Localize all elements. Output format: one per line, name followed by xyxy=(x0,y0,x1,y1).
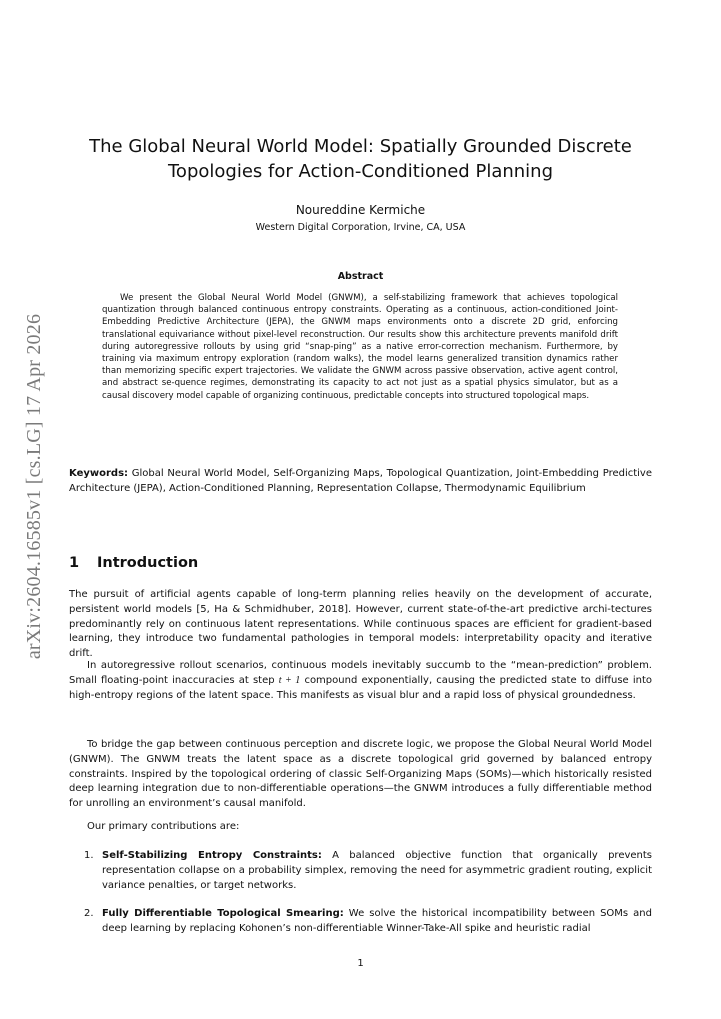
intro-paragraph-4: Our primary contributions are: xyxy=(87,821,240,832)
author-affiliation: Western Digital Corporation, Irvine, CA, USA xyxy=(255,222,466,233)
keywords-label: Keywords: xyxy=(69,468,129,479)
title-line-1: The Global Neural World Model: Spatially Grounded Discrete xyxy=(89,136,632,157)
page-number: 1 xyxy=(357,958,364,969)
contribution-heading: Self-Stabilizing Entropy Constraints: xyxy=(102,850,322,861)
para2-text-before: In autoregressive rollout scenarios, continuous models inevitably succumb to the “mean-prediction” problem. Small floating-point inaccuracies at step xyxy=(69,660,652,686)
abstract-body: We present the Global Neural World Model (GNWM), a self-stabilizing framework that achieves topological quantization through balanced continuous entropy constraints. Operating as a continuous, action-conditioned Joint-Embedding Predictive Architecture (JEPA), the GNWM maps environments onto a discrete 2D grid, enforcing translational equivariance without pixel-level reconstruction. Our results show this architecture prevents manifold drift during autoregressive rollouts by using grid “snap-ping” as a native error-correction mechanism. Furthermore, by training via maximum entropy exploration (random walks), the model learns generalized transition dynamics rather than memorizing specific expert trajectories. We validate the GNWM across passive observation, active agent control, and abstract se-quence regimes, demonstrating its capacity to act not just as a spatial physics simulator, but as a causal discovery model capable of organizing continuous, predictable concepts into structured topological maps. xyxy=(102,293,618,401)
intro-paragraph-3: To bridge the gap between continuous perception and discrete logic, we propose the Global Neural World Model (GNWM). The GNWM treats the latent space as a discrete topological grid governed by balanced entropy constraints. Inspired by the topological ordering of classic Self-Organizing Maps (SOMs)—which historically resisted deep learning integration due to non-differentiable operations—the GNWM introduces a fully differentiable method for unrolling an environment’s causal manifold. xyxy=(69,739,652,810)
contribution-item-2 xyxy=(84,907,652,937)
intro-paragraph-1: The pursuit of artificial agents capable of long-term planning relies heavily on the development of accurate, persistent world models [5, Ha & Schmidhuber, 2018]. However, current state-of-the-art predictive archi-tectures predominantly rely on continuous latent representations. While continuous spaces are efficient for gradient-based learning, they introduce two fundamental pathologies in temporal models: interpretability opacity and iterative drift. xyxy=(69,589,652,660)
arxiv-identifier-stamp xyxy=(18,296,52,676)
section-title: Introduction xyxy=(97,555,199,571)
contribution-number: 2. xyxy=(84,908,94,919)
abstract-heading: Abstract xyxy=(337,271,384,282)
para2-text-after: compound exponentially, causing the predicted state to diffuse into high-entropy regions of the latent space. This manifests as visual blur and a rapid loss of physical groundedness. xyxy=(69,674,653,701)
intro-paragraph-2 xyxy=(69,659,652,703)
contribution-item-1 xyxy=(84,849,652,893)
title-line-2: Topologies for Action-Conditioned Planning xyxy=(168,161,553,182)
arxiv-identifier-text: arXiv:2604.16585v1 [cs.LG] 17 Apr 2026 xyxy=(23,313,46,659)
author-name: Noureddine Kermiche xyxy=(295,203,426,217)
paper-title xyxy=(70,134,651,184)
contribution-text: A balanced objective function that organically prevents representation collapse on a probability simplex, removing the need for asymmetric gradient routing, explicit variance penalties, or target networks. xyxy=(102,850,653,891)
contribution-number: 1. xyxy=(84,850,94,861)
keywords-block xyxy=(69,466,652,496)
keywords-list: Global Neural World Model, Self-Organizing Maps, Topological Quantization, Joint-Embedding Predictive Architecture (JEPA), Action-Conditioned Planning, Representation Collapse, Thermodynamic Equilibrium xyxy=(69,468,653,494)
section-heading-introduction xyxy=(69,555,198,571)
contribution-text: We solve the historical incompatibility between SOMs and deep learning by replacing Kohonen’s non-differentiable Winner-Take-All spike and heuristic radial xyxy=(102,908,652,934)
section-number: 1 xyxy=(69,555,80,571)
contribution-heading: Fully Differentiable Topological Smearing: xyxy=(102,908,344,919)
para2-math-expression: t + 1 xyxy=(278,674,301,686)
